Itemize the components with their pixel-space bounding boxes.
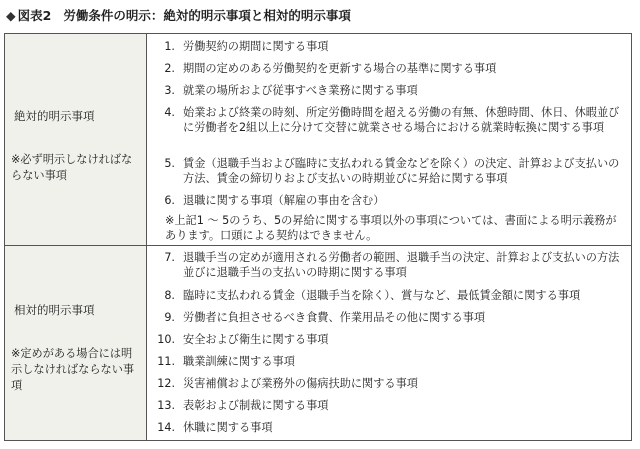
conditions-table (4, 33, 632, 441)
item-number: 6. (164, 194, 175, 207)
item-text: 始業および終業の時刻、所定労働時間を超える労働の有無、休憩時間、休日、休暇並びに労働者を2組以上に分けて交替に就業させる場合における就業時転換に関する事項 (183, 106, 620, 134)
item-number: 4. (164, 106, 175, 119)
item-number: 8. (164, 289, 175, 302)
absolute-note: ※必ず明示しなければならない事項 (11, 153, 133, 182)
item-number: 3. (164, 84, 175, 97)
item-text: 表彰および制裁に関する事項 (183, 399, 329, 412)
item-text: 退職に関する事項（解雇の事由を含む） (183, 194, 385, 207)
item-text: 休職に関する事項 (183, 421, 273, 434)
item-number: 1. (164, 40, 175, 53)
relative-header-cell (5, 246, 147, 440)
item-text: 労働契約の期間に関する事項 (183, 40, 329, 53)
relative-note: ※定めがある場合には明示しなければならない事項 (11, 347, 135, 392)
item-number: 12. (157, 377, 175, 390)
item-number: 7. (164, 251, 175, 264)
item-text: 就業の場所および従事すべき業務に関する事項 (183, 84, 418, 97)
item-text: 賃金（退職手当および臨時に支払われる賃金などを除く）の決定、計算および支払いの方法、賃金の締切りおよび支払いの時期並びに昇給に関する事項 (183, 157, 620, 185)
absolute-heading: 絶対的明示事項 (14, 109, 95, 123)
item-number: 11. (157, 355, 175, 368)
item-text: 職業訓練に関する事項 (183, 355, 295, 368)
item-number: 5. (164, 157, 175, 170)
absolute-items-cell (147, 34, 631, 246)
item-number: 13. (157, 399, 175, 412)
relative-heading: 相対的明示事項 (14, 303, 95, 317)
figure-title-text: 労働条件の明示：絶対的明示事項と相対的明示事項 (63, 8, 351, 23)
item-text: 労働者に負担させるべき食費、作業用品その他に関する事項 (183, 311, 486, 324)
item-text: 期間の定めのある労働契約を更新する場合の基準に関する事項 (183, 62, 497, 75)
item-number: 14. (157, 421, 175, 434)
item-number: 10. (157, 333, 175, 346)
absolute-header-cell (5, 34, 147, 246)
relative-items-cell (147, 246, 631, 440)
item-text: 退職手当の定めが適用される労働者の範囲、退職手当の決定、計算および支払いの方法並びに退職手当の支払いの時期に関する事項 (183, 251, 620, 279)
item-text: 安全および衛生に関する事項 (183, 333, 329, 346)
item-number: 2. (164, 62, 175, 75)
item-text: 臨時に支払われる賃金（退職手当を除く）、賞与など、最低賃金額に関する事項 (183, 289, 581, 302)
figure-label: 図表2 (17, 8, 52, 23)
item-text: 災害補償および業務外の傷病扶助に関する事項 (183, 377, 418, 390)
absolute-footnote: ※上記1 ～ 5のうち、5の昇給に関する事項以外の事項については、書面による明示義務があります。口頭による契約はできません。 (165, 214, 617, 242)
item-number: 9. (164, 311, 175, 324)
diamond-bullet-icon: ◆ (6, 8, 16, 23)
figure-title (6, 6, 351, 24)
